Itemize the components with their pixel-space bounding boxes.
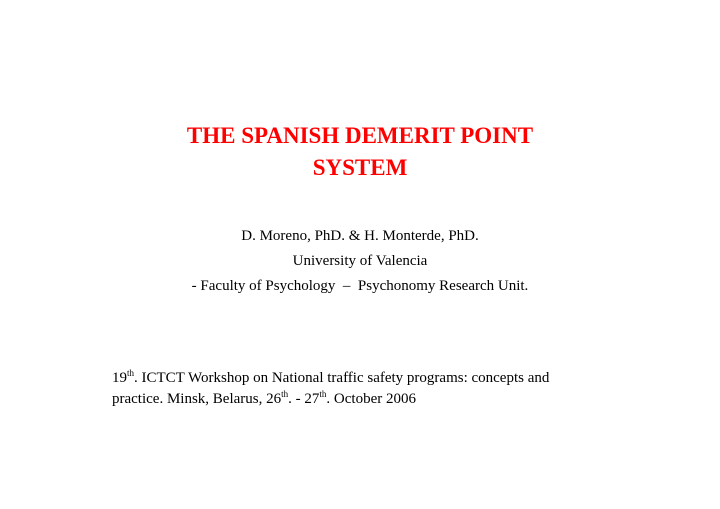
author-affiliation: University of Valencia <box>292 253 428 269</box>
workshop-edition-suffix: th <box>127 368 135 378</box>
workshop-edition-number: 19 <box>112 370 127 386</box>
workshop-title-text: . ICTCT Workshop on National traffic safety programs: concepts and <box>134 370 550 386</box>
workshop-end-day-suffix: th <box>319 389 327 399</box>
workshop-line-2 <box>112 389 672 410</box>
author-block <box>0 224 720 299</box>
workshop-month-year: . October 2006 <box>326 391 416 407</box>
workshop-line-1 <box>112 368 672 389</box>
workshop-start-day-suffix: th <box>281 389 289 399</box>
slide-title <box>0 120 720 184</box>
title-line-2: SYSTEM <box>312 155 408 180</box>
workshop-date-range: . - 27 <box>288 391 320 407</box>
workshop-info <box>112 368 672 410</box>
author-unit: - Faculty of Psychology – Psychonomy Research Unit. <box>191 278 529 294</box>
author-names: D. Moreno, PhD. & H. Monterde, PhD. <box>241 228 479 244</box>
workshop-location-text: practice. Minsk, Belarus, 26 <box>112 391 282 407</box>
title-line-1: THE SPANISH DEMERIT POINT <box>186 123 534 148</box>
